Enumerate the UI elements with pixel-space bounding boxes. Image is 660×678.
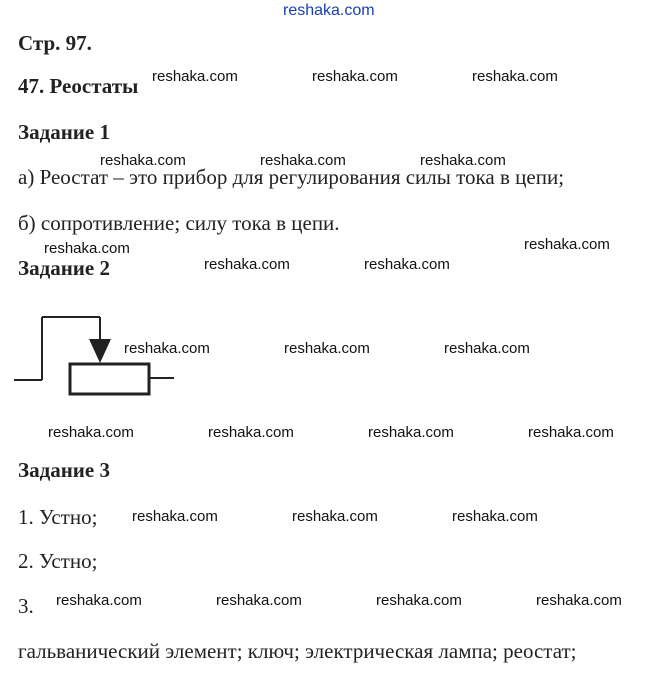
section-title: 47. Реостаты bbox=[18, 74, 139, 98]
watermark: reshaka.com bbox=[376, 592, 462, 609]
watermark: reshaka.com bbox=[312, 68, 398, 85]
resistor-body bbox=[70, 364, 149, 394]
top-watermark: reshaka.com bbox=[283, 2, 375, 19]
watermark: reshaka.com bbox=[260, 152, 346, 169]
watermark: reshaka.com bbox=[444, 340, 530, 357]
task-3-item-2: 2. Устно; bbox=[18, 549, 98, 573]
watermark: reshaka.com bbox=[528, 424, 614, 441]
task-3-item-1: 1. Устно; bbox=[18, 505, 98, 529]
watermark: reshaka.com bbox=[100, 152, 186, 169]
task-1-title: Задание 1 bbox=[18, 120, 110, 144]
watermark: reshaka.com bbox=[364, 256, 450, 273]
watermark: reshaka.com bbox=[420, 152, 506, 169]
watermark: reshaka.com bbox=[124, 340, 210, 357]
task-1-answer-a: а) Реостат – это прибор для регулирования силы тока в цепи; bbox=[18, 165, 565, 189]
task-2-title: Задание 2 bbox=[18, 256, 110, 280]
task-1-answer-b: б) сопротивление; силу тока в цепи. bbox=[18, 211, 340, 235]
task-3-item-3-answer: гальванический элемент; ключ; электрическая лампа; реостат; bbox=[18, 639, 577, 663]
watermark: reshaka.com bbox=[132, 508, 218, 525]
watermark: reshaka.com bbox=[284, 340, 370, 357]
watermark: reshaka.com bbox=[216, 592, 302, 609]
watermark: reshaka.com bbox=[292, 508, 378, 525]
watermark: reshaka.com bbox=[204, 256, 290, 273]
watermark: reshaka.com bbox=[152, 68, 238, 85]
watermark: reshaka.com bbox=[472, 68, 558, 85]
watermark: reshaka.com bbox=[44, 240, 130, 257]
watermark: reshaka.com bbox=[368, 424, 454, 441]
task-3-item-3: 3. bbox=[18, 594, 34, 618]
watermark: reshaka.com bbox=[452, 508, 538, 525]
watermark: reshaka.com bbox=[48, 424, 134, 441]
task-3-title: Задание 3 bbox=[18, 458, 110, 482]
slider-arrow-icon bbox=[89, 339, 111, 363]
watermark: reshaka.com bbox=[56, 592, 142, 609]
watermark: reshaka.com bbox=[536, 592, 622, 609]
watermark: reshaka.com bbox=[524, 236, 610, 253]
watermark: reshaka.com bbox=[208, 424, 294, 441]
page-reference: Стр. 97. bbox=[18, 31, 92, 55]
